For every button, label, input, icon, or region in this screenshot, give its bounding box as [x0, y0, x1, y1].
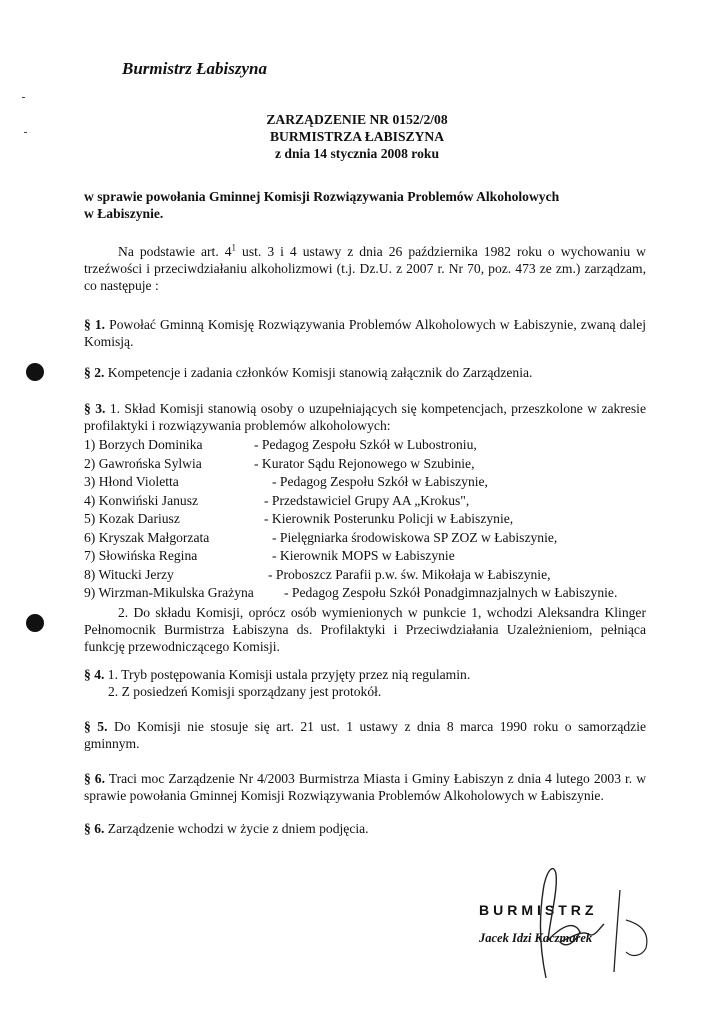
section-1	[84, 316, 646, 350]
section-2-text: Kompetencje i zadania członków Komisji stanowią załącznik do Zarządzenia.	[104, 365, 533, 380]
member-name: 8) Witucki Jerzy	[84, 566, 174, 582]
binder-hole	[26, 363, 44, 381]
member-role: - Pedagog Zespołu Szkół Ponadgimnazjalnych w Łabiszynie.	[284, 585, 618, 600]
list-item	[84, 510, 684, 529]
member-role: - Przedstawiciel Grupy AA „Krokus",	[264, 492, 470, 508]
preamble	[84, 243, 646, 294]
section-5	[84, 718, 646, 752]
member-name: 3) Hłond Violetta	[84, 474, 179, 489]
member-role: - Pedagog Zespołu Szkół w Lubostroniu,	[254, 437, 477, 452]
member-name: 5) Kozak Dariusz	[84, 511, 180, 526]
title-line-1: ZARZĄDZENIE NR 0152/2/08	[266, 112, 448, 127]
binder-hole	[26, 614, 44, 632]
section-5-label: § 5.	[84, 719, 108, 734]
document-subject	[84, 188, 644, 222]
list-item	[84, 436, 684, 455]
section-2	[84, 364, 646, 381]
section-6-effective-text: Zarządzenie wchodzi w życie z dniem podjęcia.	[104, 821, 369, 836]
scan-mark	[24, 132, 27, 133]
section-4-label: § 4.	[84, 667, 105, 682]
title-date: z dnia 14 stycznia 2008 roku	[274, 146, 440, 161]
signature-title: BURMISTRZ	[479, 902, 598, 918]
preamble-part-2: ust. 3 i 4 ustawy z dnia 26 października 1982 roku o wychowaniu w trzeźwości i przeciwdziałaniu alkoholizmowi (t.j. Dz.U. z 2007 r. Nr 70, poz. 473 ze zm.) zarządzam, co następuje :	[84, 244, 646, 293]
committee-members-list	[84, 436, 684, 603]
section-3-text: 1. Skład Komisji stanowią osoby o uzupełniających się kompetencjach, przeszkolone w zakresie profilaktyki i rozwiązywania problemów alkoholowych:	[84, 401, 646, 433]
member-role: - Kierownik MOPS w Łabiszynie	[272, 548, 455, 563]
member-role: - Kierownik Posterunku Policji w Łabiszynie,	[264, 511, 514, 526]
section-6-repeal	[84, 770, 646, 804]
list-item	[84, 566, 684, 585]
section-2-label: § 2.	[84, 365, 105, 380]
member-name: 9) Wirzman-Mikulska Grażyna	[84, 585, 254, 600]
member-name: 2) Gawrońska Sylwia	[84, 455, 202, 471]
list-item	[84, 547, 684, 566]
document-title	[230, 111, 484, 162]
section-3	[84, 400, 646, 434]
list-item	[84, 584, 684, 603]
issuer-heading: Burmistrz Łabiszyna	[122, 59, 268, 78]
member-role: - Kurator Sądu Rejonowego w Szubinie,	[254, 455, 475, 471]
list-item	[84, 492, 684, 511]
preamble-superscript: 1	[231, 242, 237, 253]
member-role: - Pielęgniarka środowiskowa SP ZOZ w Łabiszynie,	[272, 529, 558, 545]
section-1-label: § 1.	[84, 317, 106, 332]
section-4	[84, 666, 646, 700]
signature-name: Jacek Idzi Kaczmarek	[479, 931, 593, 945]
subject-line-1: w sprawie powołania Gminnej Komisji Rozwiązywania Problemów Alkoholowych	[84, 189, 560, 204]
member-role: - Proboszcz Parafii p.w. św. Mikołaja w Łabiszynie,	[268, 566, 551, 582]
section-1-text: Powołać Gminną Komisję Rozwiązywania Problemów Alkoholowych w Łabiszynie, zwaną dalej Komisją.	[84, 317, 647, 349]
member-name: 6) Kryszak Małgorzata	[84, 529, 210, 545]
section-6-effective-label: § 6.	[84, 821, 105, 836]
handwritten-signature	[470, 860, 680, 990]
section-6-label: § 6.	[84, 771, 105, 786]
section-4-point-1	[84, 666, 646, 683]
section-5-text: Do Komisji nie stosuje się art. 21 ust. 1 ustawy z dnia 8 marca 1990 roku o samorządzie gminnym.	[84, 719, 646, 751]
scan-mark	[22, 97, 25, 98]
section-6-effective	[84, 820, 646, 837]
preamble-part-1: Na podstawie art. 4	[118, 244, 232, 259]
list-item	[84, 455, 684, 474]
section-4-point-1-text: 1. Tryb postępowania Komisji ustala przyjęty przez nią regulamin.	[104, 667, 471, 682]
member-role: - Pedagog Zespołu Szkół w Łabiszynie,	[272, 474, 488, 489]
subject-line-2: w Łabiszynie.	[84, 206, 164, 221]
member-name: 7) Słowińska Regina	[84, 548, 198, 563]
section-3-label: § 3.	[84, 401, 106, 416]
section-4-point-2: 2. Z posiedzeń Komisji sporządzany jest protokół.	[108, 684, 382, 699]
member-name: 1) Borzych Dominika	[84, 437, 203, 452]
list-item	[84, 529, 684, 548]
section-6-text: Traci moc Zarządzenie Nr 4/2003 Burmistrza Miasta i Gminy Łabiszyn z dnia 4 lutego 2003 r. w sprawie powołania Gminnej Komisji Rozwiązywania Problemów Alkoholowych w Łabiszynie.	[84, 771, 647, 803]
member-name: 4) Konwiński Janusz	[84, 492, 199, 508]
list-item	[84, 473, 684, 492]
section-3-point-2: 2. Do składu Komisji, oprócz osób wymienionych w punkcie 1, wchodzi Aleksandra Klinger Pełnomocnik Burmistrza Łabiszyna ds. Profilaktyki i Przeciwdziałania Uzależnieniom, pełniąca funkcję przewodniczącego Komisji.	[84, 605, 646, 654]
title-line-2: BURMISTRZA ŁABISZYNA	[269, 129, 445, 144]
